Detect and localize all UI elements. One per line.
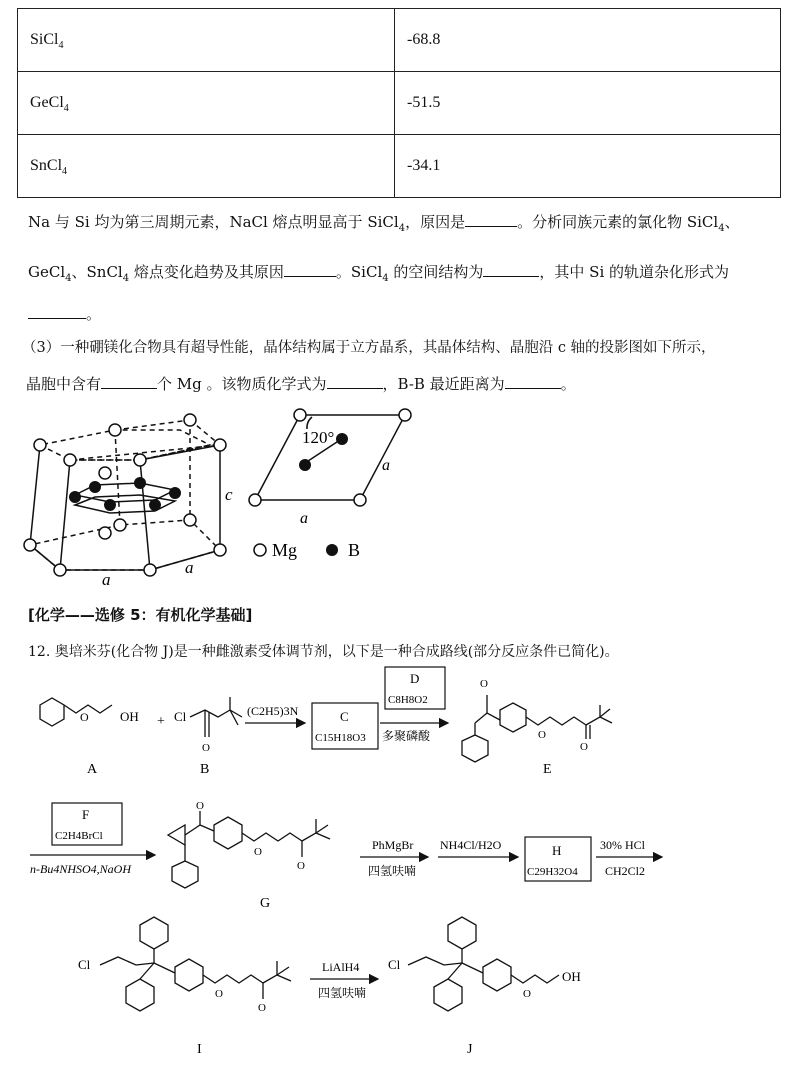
svg-text:O: O (196, 800, 204, 812)
plus-sign: + (157, 714, 165, 729)
label-a: a (185, 558, 194, 577)
svg-text:O: O (480, 678, 488, 690)
answer-blank[interactable] (284, 262, 336, 277)
mg-legend-icon (254, 544, 266, 556)
synthesis-scheme (0, 665, 800, 1085)
q2-line-1: Na 与 Si 均为第三周期元素，NaCl 熔点明显高于 SiCl$_4$，原因是 。分析同族元素的氯化物 SiCl$_4$、 (28, 213, 740, 234)
value-cell: -51.5 (395, 72, 781, 135)
label-I: I (197, 1042, 202, 1057)
svg-text:O: O (523, 988, 531, 1000)
section-header: [化学——选修 5：有机化学基础] (28, 606, 253, 624)
label-E: E (543, 762, 552, 777)
reagent-phmgbr: PhMgBr (372, 838, 414, 852)
svg-text:D: D (410, 671, 420, 686)
reagent-thf-2: 四氢呋喃 (318, 986, 367, 1000)
compound-cell: GeCl$_4$ (18, 72, 395, 135)
melting-point-table (17, 8, 781, 198)
compound-b (190, 697, 242, 737)
label-A: A (87, 762, 98, 777)
a-oh: OH (120, 709, 139, 724)
svg-text:F: F (82, 807, 90, 822)
svg-text:O: O (80, 710, 89, 724)
answer-blank[interactable] (327, 374, 383, 389)
compound-j (408, 917, 559, 1011)
compound-e (462, 695, 612, 762)
svg-text:O: O (297, 860, 305, 872)
reagent-lialh4: LiAlH4 (322, 960, 360, 974)
q3-line-1: （3）一种硼镁化合物具有超导性能，晶体结构属于立方晶系，其晶体结构、晶胞沿 c 轴的投影图如下所示， (22, 340, 716, 356)
angle-label: 120° (302, 428, 335, 447)
legend-b: B (348, 540, 361, 560)
legend-mg: Mg (272, 540, 298, 560)
label-c: c (225, 485, 233, 504)
i-cl: Cl (78, 957, 91, 972)
svg-text:O: O (538, 729, 546, 741)
value-cell: -34.1 (395, 135, 781, 198)
d-formula: C8H8O2 (388, 694, 428, 706)
compound-a (40, 698, 112, 726)
reagent-hcl: 30% HCl (600, 838, 645, 852)
b-legend-icon (326, 544, 338, 556)
reagent-nh4cl: NH4Cl/H2O (440, 838, 502, 852)
reagent-thf: 四氢呋喃 (368, 864, 417, 878)
compound-cell: SiCl$_4$ (18, 9, 395, 72)
answer-blank[interactable] (465, 212, 517, 227)
reagent-ppa: 多聚磷酸 (382, 729, 431, 743)
svg-text:H: H (552, 843, 562, 858)
c-formula: C15H18O3 (315, 732, 366, 744)
label-a: a (102, 570, 111, 589)
compound-cell: SnCl$_4$ (18, 135, 395, 198)
svg-text:C: C (340, 709, 349, 724)
svg-text:O: O (580, 741, 588, 753)
label-a: a (300, 510, 308, 527)
svg-text:O: O (254, 846, 262, 858)
crystal-structure-figure (20, 405, 420, 590)
svg-text:O: O (202, 742, 210, 754)
answer-blank[interactable] (28, 304, 86, 319)
label-a: a (382, 457, 390, 474)
compound-i (100, 917, 291, 1011)
j-cl: Cl (388, 957, 401, 972)
svg-text:O: O (258, 1002, 266, 1014)
reagent-f-conditions: n-Bu4NHSO4,NaOH (30, 862, 131, 876)
reagent-ch2cl2: CH2Cl2 (605, 864, 646, 878)
b-cl: Cl (174, 709, 187, 724)
label-G: G (260, 896, 271, 911)
label-B: B (200, 762, 210, 777)
h-formula: C29H32O4 (527, 866, 578, 878)
answer-blank[interactable] (505, 374, 561, 389)
value-cell: -68.8 (395, 9, 781, 72)
q2-line-2: GeCl$_4$、SnCl$_4$ 熔点变化趋势及其原因 。SiCl$_4$ 的空间结构为 ，其中 Si 的轨道杂化形式为 (28, 263, 730, 284)
table-row (18, 135, 781, 198)
answer-blank[interactable] (483, 262, 539, 277)
answer-blank[interactable] (101, 374, 157, 389)
q2-line-3: 。 (28, 304, 101, 324)
table-row (18, 9, 781, 72)
label-J: J (467, 1042, 473, 1057)
q12-intro: 12. 奥培米芬(化合物 J)是一种雌激素受体调节剂，以下是一种合成路线(部分反应条件已简化)。 (28, 644, 619, 660)
f-formula: C2H4BrCl (55, 830, 103, 842)
reagent-triethylamine: (C2H5)3N (247, 704, 299, 718)
compound-g (168, 811, 330, 888)
table-row (18, 72, 781, 135)
svg-text:O: O (215, 988, 223, 1000)
j-oh: OH (562, 969, 581, 984)
q3-line-2: 晶胞中含有 个 Mg 。该物质化学式为 ，B-B 最近距离为 。 (26, 375, 576, 393)
